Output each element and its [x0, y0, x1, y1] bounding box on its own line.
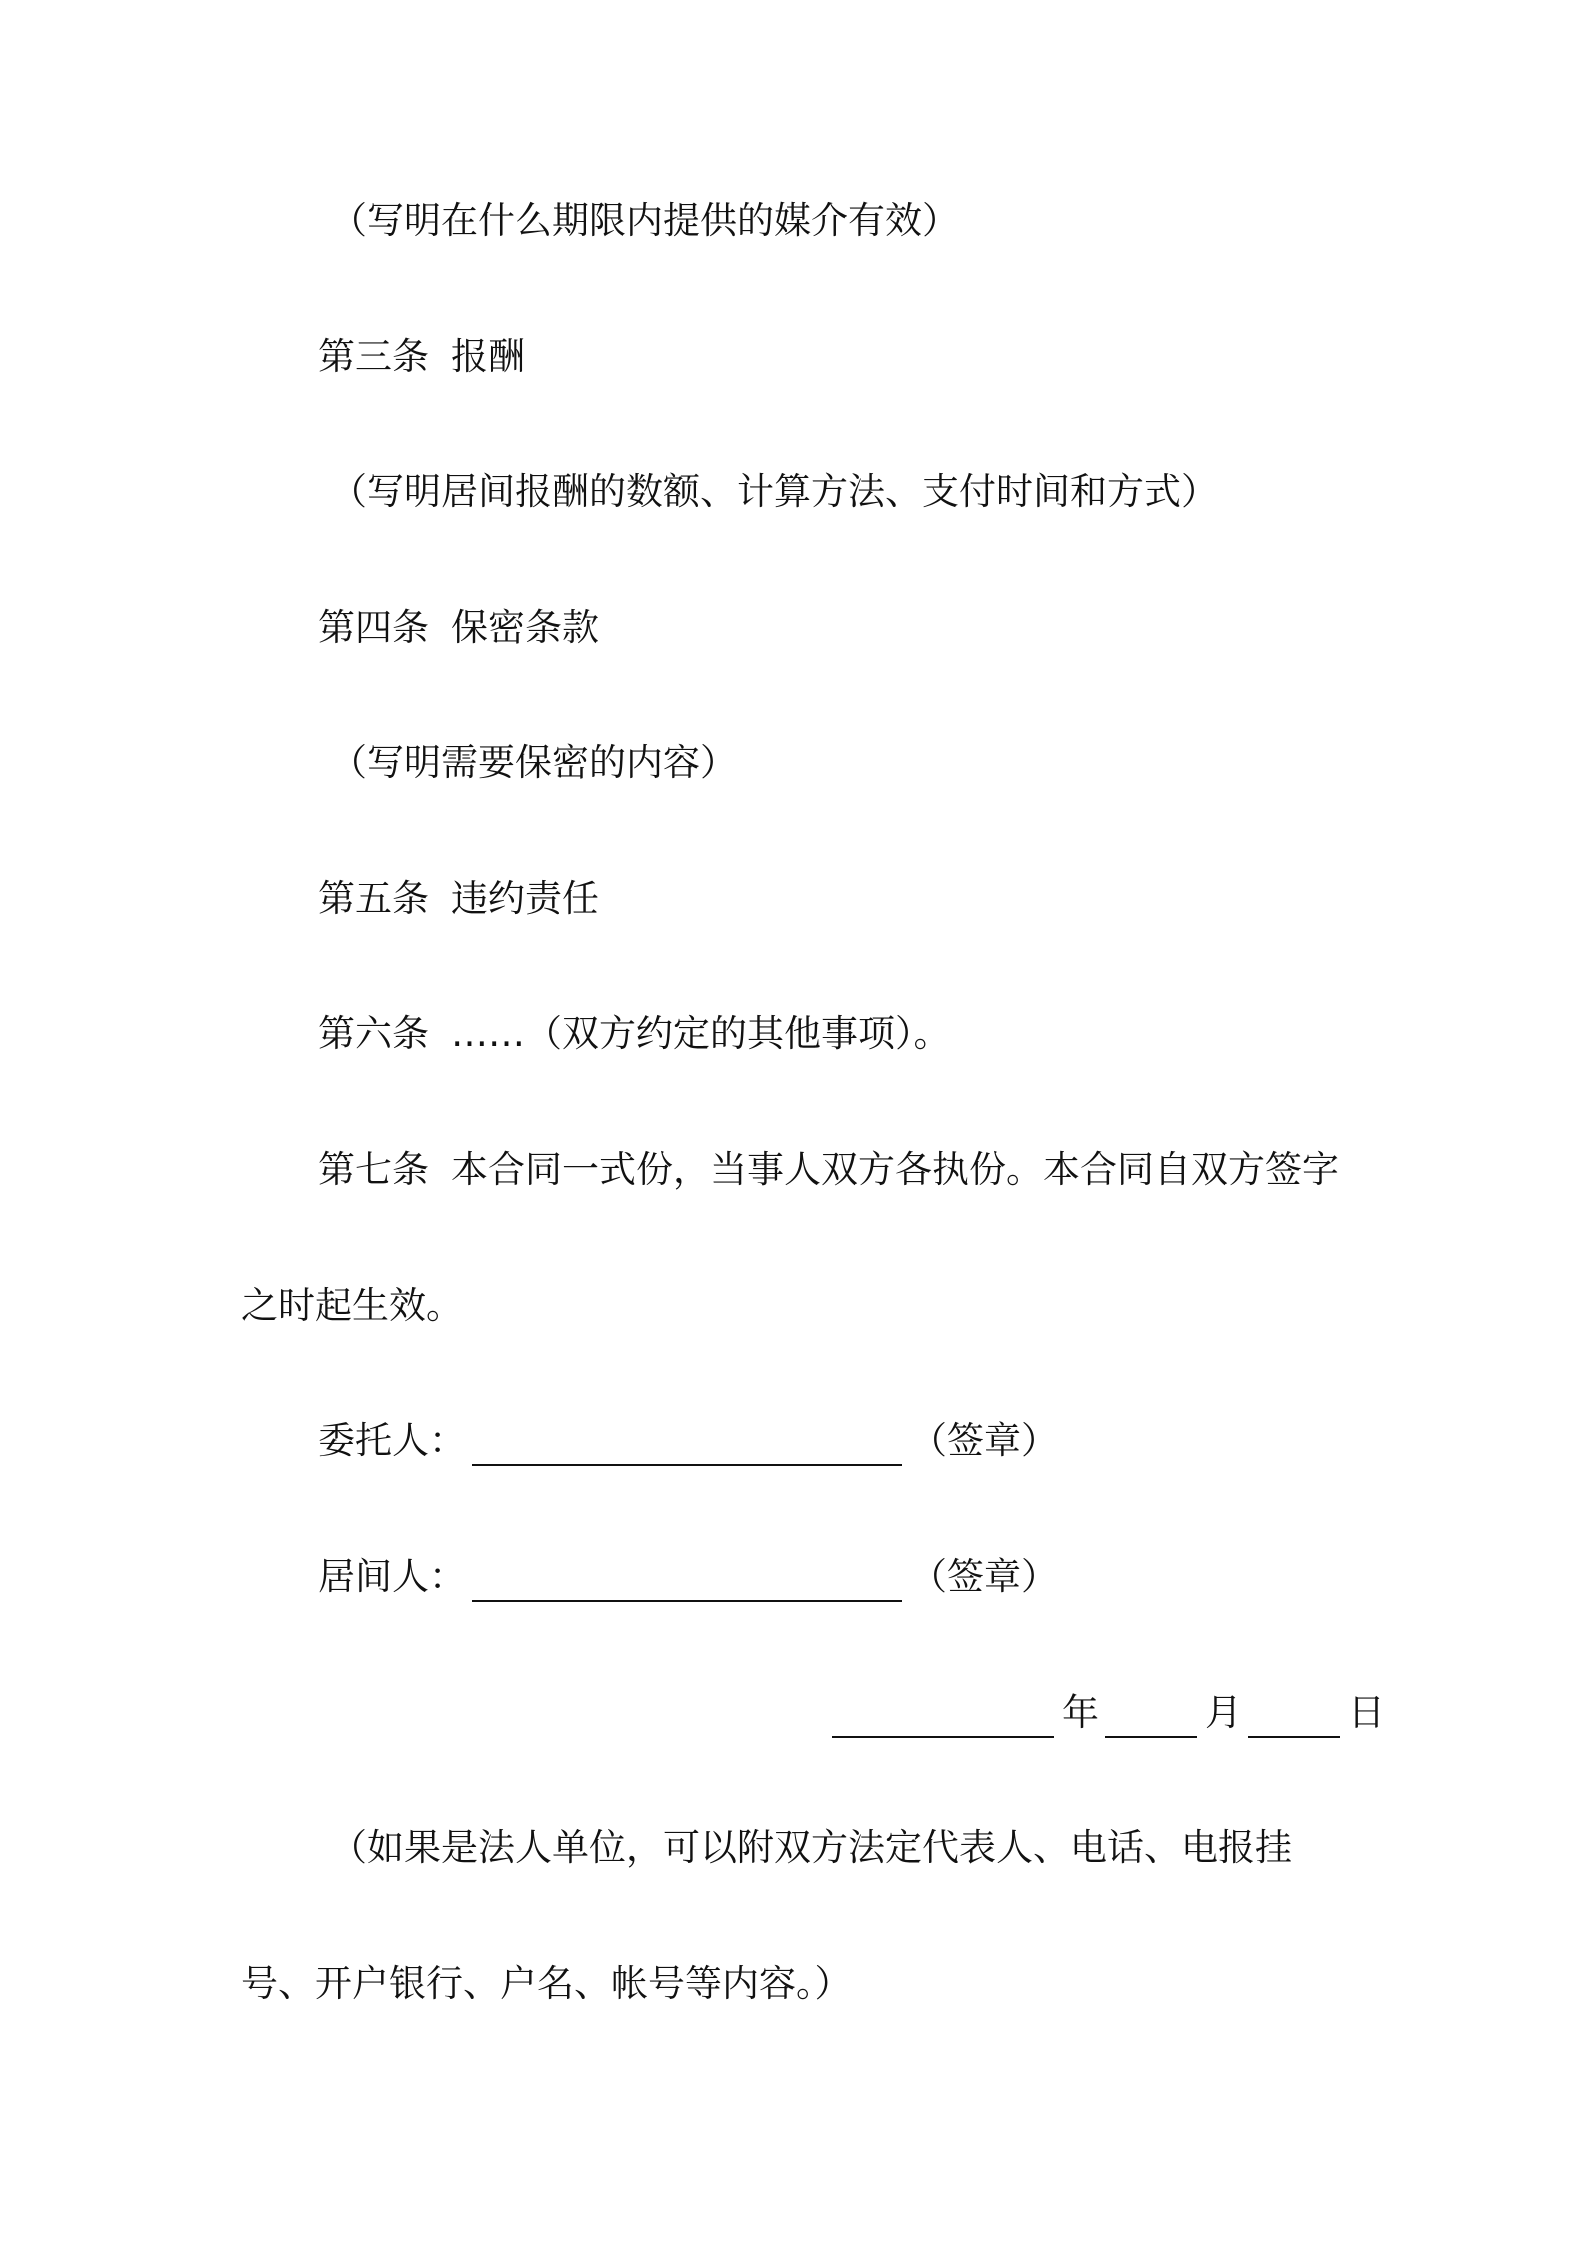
day-label: 日	[1348, 1691, 1385, 1734]
article-6-number: 第六条	[318, 1012, 429, 1055]
footnote-line-2: 号、开户银行、户名、帐号等内容。）	[241, 1962, 852, 2005]
year-label: 年	[1062, 1691, 1099, 1734]
client-label: 委托人：	[318, 1419, 466, 1462]
footnote-line-1: （如果是法人单位，可以附双方法定代表人、电话、电报挂	[330, 1826, 1292, 1869]
media-validity-note: （写明在什么期限内提供的媒介有效）	[330, 199, 959, 242]
article-5-heading	[318, 874, 599, 924]
article-3-note: （写明居间报酬的数额、计算方法、支付时间和方式）	[330, 470, 1218, 513]
article-7-number: 第七条	[318, 1148, 429, 1191]
client-signature-blank[interactable]	[472, 1424, 902, 1466]
day-blank[interactable]	[1248, 1696, 1340, 1738]
article-3-heading	[318, 332, 525, 382]
client-signature-line	[318, 1416, 1058, 1466]
intermediary-label: 居间人：	[318, 1555, 466, 1598]
signing-date-line	[832, 1688, 1385, 1738]
article-4-note: （写明需要保密的内容）	[330, 741, 737, 784]
article-5-title: 违约责任	[451, 877, 599, 920]
article-4-heading	[318, 603, 599, 653]
year-blank[interactable]	[832, 1696, 1054, 1738]
article-3-number: 第三条	[318, 335, 429, 378]
article-3-title: 报酬	[451, 335, 525, 378]
client-seal-label: （签章）	[910, 1419, 1058, 1462]
article-7-line-2: 之时起生效。	[241, 1284, 463, 1327]
article-4-title: 保密条款	[451, 606, 599, 649]
article-6-line	[318, 1009, 951, 1059]
article-7-line-1	[318, 1145, 1339, 1195]
article-7-text-1: 本合同一式份，当事人双方各执份。本合同自双方签字	[451, 1148, 1339, 1191]
intermediary-signature-blank[interactable]	[472, 1560, 902, 1602]
intermediary-signature-line	[318, 1552, 1058, 1602]
article-6-text: ……（双方约定的其他事项）。	[451, 1012, 951, 1055]
month-blank[interactable]	[1105, 1696, 1197, 1738]
article-5-number: 第五条	[318, 877, 429, 920]
month-label: 月	[1205, 1691, 1242, 1734]
intermediary-seal-label: （签章）	[910, 1555, 1058, 1598]
article-4-number: 第四条	[318, 606, 429, 649]
